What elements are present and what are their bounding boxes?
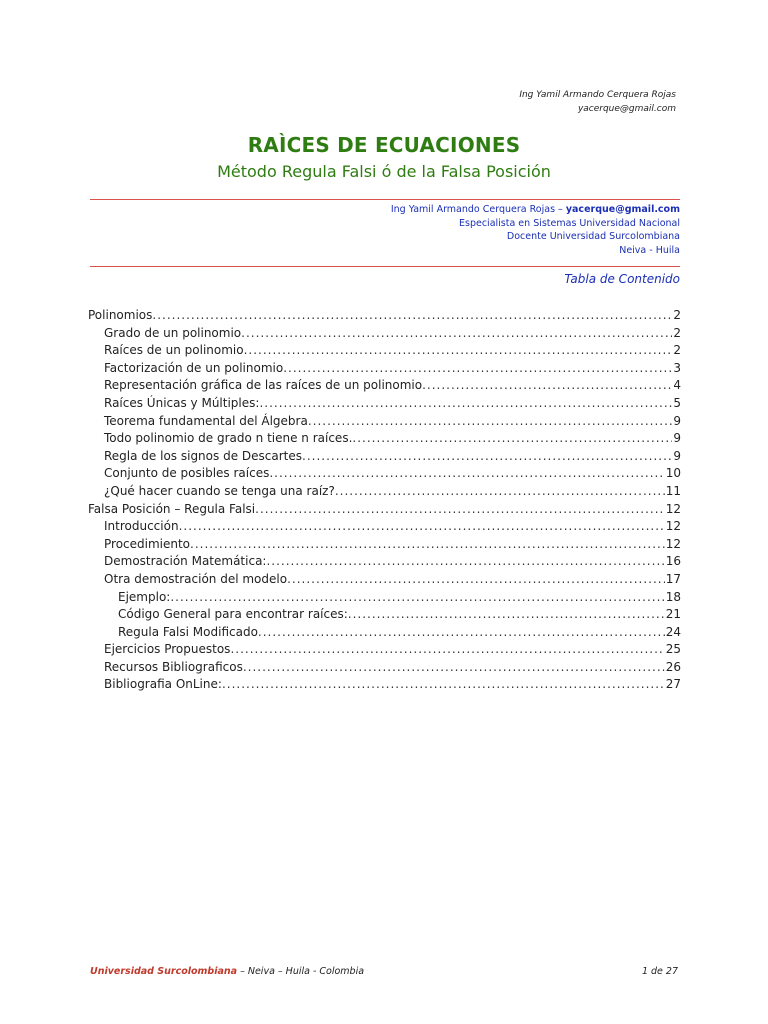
toc-entry-label: Teorema fundamental del Álgebra	[104, 413, 308, 428]
toc-entry[interactable]	[88, 641, 681, 659]
toc-entry-label: Recursos Bibliograficos	[104, 659, 243, 674]
author-position: Docente Universidad Surcolombiana	[506, 231, 680, 242]
toc-entry-label: Bibliografia OnLine:	[104, 677, 222, 692]
toc-leader-dots	[283, 360, 672, 378]
toc-entry[interactable]	[88, 501, 681, 519]
toc-entry[interactable]	[88, 606, 681, 624]
toc-entry-label: Falsa Posición – Regula Falsi	[88, 501, 256, 516]
toc-entry-page: 9	[673, 431, 681, 446]
toc-entry-page: 27	[665, 677, 681, 692]
document-title: RAÌCES DE ECUACIONES	[247, 133, 521, 157]
author-specialization: Especialista en Sistemas Universidad Nacional	[459, 217, 680, 229]
toc-entry-page: 12	[665, 519, 681, 534]
toc-entry-label: Código General para encontrar raíces:	[118, 607, 348, 622]
footer-page-number: 1 de 27	[641, 966, 678, 977]
toc-entry-label: Representación gráfica de las raíces de un polinomio	[104, 378, 423, 393]
footer-left	[90, 966, 364, 977]
toc-entry-page: 26	[665, 659, 681, 674]
toc-entry[interactable]	[88, 430, 681, 448]
toc-entry[interactable]	[88, 307, 681, 325]
toc-entry[interactable]	[88, 536, 681, 554]
toc-entry-label: Factorización de un polinomio	[104, 360, 284, 375]
toc-entry-label: Procedimiento	[104, 536, 191, 551]
author-info	[391, 203, 680, 257]
toc-entry-page: 2	[673, 343, 681, 358]
toc-entry[interactable]	[88, 377, 681, 395]
author-email-link[interactable]: yacerque@gmail.com	[565, 204, 680, 215]
toc-entry-page: 24	[665, 624, 681, 639]
document-subtitle: Método Regula Falsi ó de la Falsa Posición	[217, 162, 551, 181]
toc-entry-page: 25	[665, 642, 681, 657]
toc-entry-page: 12	[665, 501, 681, 516]
toc-entry-page: 2	[673, 308, 681, 322]
toc-entry-label: Regula Falsi Modificado	[118, 624, 258, 639]
toc-leader-dots	[244, 342, 673, 360]
toc-leader-dots	[222, 676, 665, 694]
toc-entry[interactable]	[88, 676, 681, 694]
toc-entry-label: Ejercicios Propuestos	[104, 642, 231, 657]
toc-leader-dots	[243, 659, 665, 677]
toc-entry[interactable]	[88, 589, 681, 607]
toc-entry[interactable]	[88, 395, 681, 413]
page-header	[519, 88, 676, 116]
toc-entry-label: Regla de los signos de Descartes	[104, 448, 302, 463]
toc-entry-page: 12	[665, 536, 681, 551]
toc-entry-label: Raíces de un polinomio	[104, 343, 244, 358]
toc-entry-label: Ejemplo:	[118, 589, 171, 604]
toc-leader-dots	[348, 606, 665, 624]
toc-leader-dots	[266, 553, 664, 571]
toc-entry-page: 9	[673, 413, 681, 428]
table-of-contents	[88, 307, 681, 694]
toc-entry[interactable]	[88, 571, 681, 589]
toc-entry-page: 4	[673, 378, 681, 393]
toc-leader-dots	[259, 395, 672, 413]
toc-entry[interactable]	[88, 342, 681, 360]
toc-entry[interactable]	[88, 325, 681, 343]
author-location: Neiva - Huila	[619, 244, 680, 256]
toc-entry-label: Demostración Matemática:	[104, 554, 267, 569]
toc-heading: Tabla de Contenido	[564, 272, 680, 286]
toc-entry-page: 10	[665, 466, 681, 481]
footer-university: Universidad Surcolombiana	[90, 966, 238, 977]
toc-entry[interactable]	[88, 483, 681, 501]
author-name: Ing Yamil Armando Cerquera Rojas –	[390, 204, 566, 215]
toc-leader-dots	[241, 325, 672, 343]
toc-leader-dots	[302, 448, 672, 466]
toc-leader-dots	[422, 377, 672, 395]
toc-leader-dots	[258, 624, 665, 642]
toc-entry-label: Introducción	[104, 519, 179, 534]
toc-entry-label: Grado de un polinomio	[104, 325, 242, 340]
toc-entry-page: 21	[665, 607, 681, 622]
toc-entry[interactable]	[88, 518, 681, 536]
toc-entry[interactable]	[88, 624, 681, 642]
toc-leader-dots	[287, 571, 665, 589]
toc-leader-dots	[335, 483, 665, 501]
toc-entry[interactable]	[88, 465, 681, 483]
toc-entry-page: 16	[665, 554, 681, 569]
toc-entry-page: 11	[665, 483, 681, 498]
toc-entry[interactable]	[88, 659, 681, 677]
header-author: Ing Yamil Armando Cerquera Rojas	[519, 90, 676, 100]
toc-entry-page: 9	[673, 448, 681, 463]
toc-entry[interactable]	[88, 448, 681, 466]
toc-entry-label: Conjunto de posibles raíces	[104, 466, 270, 481]
toc-entry-page: 18	[665, 589, 681, 604]
toc-entry-label: Otra demostración del modelo	[104, 571, 288, 586]
toc-leader-dots	[230, 641, 664, 659]
toc-entry-label: Raíces Únicas y Múltiples:	[104, 395, 260, 410]
toc-leader-dots	[190, 536, 665, 554]
toc-entry[interactable]	[88, 360, 681, 378]
toc-entry-label: Polinomios	[88, 308, 153, 322]
footer-location: – Neiva – Huila - Colombia	[237, 966, 365, 977]
toc-leader-dots	[352, 430, 672, 448]
toc-leader-dots	[152, 307, 672, 325]
toc-entry-page: 17	[665, 571, 681, 586]
toc-entry[interactable]	[88, 413, 681, 431]
author-line	[391, 203, 680, 217]
toc-entry-page: 5	[673, 395, 681, 410]
toc-leader-dots	[269, 465, 664, 483]
header-email: yacerque@gmail.com	[577, 104, 676, 114]
toc-leader-dots	[179, 518, 665, 536]
toc-entry-page: 2	[673, 325, 681, 340]
toc-entry[interactable]	[88, 553, 681, 571]
toc-entry-page: 3	[673, 360, 681, 375]
toc-entry-label: ¿Qué hacer cuando se tenga una raíz?	[104, 483, 335, 498]
toc-leader-dots	[170, 589, 664, 607]
toc-entry-label: Todo polinomio de grado n tiene n raíces.	[104, 431, 353, 446]
divider-top	[90, 199, 680, 200]
toc-leader-dots	[308, 413, 673, 431]
toc-leader-dots	[255, 501, 665, 519]
divider-bottom	[90, 266, 680, 267]
